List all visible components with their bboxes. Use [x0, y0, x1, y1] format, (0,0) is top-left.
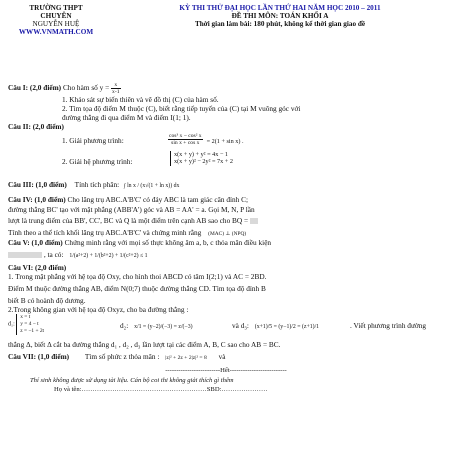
q6-d2: [120, 321, 193, 330]
school-line-1: TRƯỜNG THPT: [29, 4, 83, 12]
q6-line1: 1. Trong mặt phẳng với hệ tọa độ Oxy, cho hình thoi ABCD có tâm I(2;1) và AC = 2BD.: [8, 272, 267, 281]
q7-tail: và: [218, 352, 226, 361]
q1-text: Cho hàm số y =: [62, 83, 110, 93]
q6-d1-eq1: x = t: [20, 314, 31, 320]
q3-line: [8, 180, 179, 189]
q5-line1: [8, 238, 271, 247]
q6-d3-eq: (x+1)/5 = (y−1)/2 = (z+1)/1: [254, 324, 320, 330]
q1-fraction: [111, 82, 120, 95]
q2-sys-eq2: x(x + y)² − 2y² = 7x + 2: [174, 158, 233, 166]
q2-item1: 1. Giải phương trình:: [62, 136, 124, 145]
exam-title: KỲ THI THỬ ĐẠI HỌC LẦN THỨ HAI NĂM HỌC 2010 – 2011: [179, 4, 381, 12]
q6-line-d1: [8, 314, 44, 335]
q1-label: Câu I: (2,0 điểm): [8, 83, 62, 93]
q2-eq1-rhs: = 2(1 + sin x) .: [206, 138, 244, 145]
q6-line6: thẳng Δ, biết Δ cắt ba đường thẳng d₁ , d₂ , d₃ lần lượt tại các điểm A, B, C sao cho AB = BC.: [8, 340, 281, 349]
q4-label: Câu IV: (1,0 điểm): [8, 195, 66, 204]
school-line-3: NGUYỄN HUỆ: [32, 20, 80, 28]
candidate-name-line: Họ và tên:…………………………………………………SBD:…………………: [54, 386, 268, 393]
school-header: [6, 4, 106, 36]
q7-equation: |z|² + 2z + 2|z|² = 8: [165, 355, 207, 361]
q4-line3: [8, 216, 258, 225]
q5-line2-text: , ta có:: [43, 250, 64, 259]
q6-line4: 2.Trong không gian với hệ tọa độ Oxyz, cho ba đường thẳng :: [8, 305, 189, 314]
q2-label: Câu II: (2,0 điểm): [8, 122, 64, 131]
q7-line: [8, 352, 225, 361]
q5-label: Câu V: (1,0 điểm): [8, 238, 63, 247]
q6-d1-label: d₁:: [8, 321, 15, 328]
q4-line1: [8, 195, 248, 204]
q2-eq1-den: sin x + cos x: [171, 139, 200, 146]
end-marker: -------------------------Hết--------------------------: [165, 367, 287, 374]
website-link[interactable]: WWW.VNMATH.COM: [18, 28, 94, 36]
q2-eq1-num: cos³ x − cos² x: [169, 132, 202, 139]
q4-line3-text: lượt là trung điểm của BB', CC', BC và Q là một điểm trên cạnh AB sao cho BQ =: [8, 216, 249, 225]
q4-line4-text: Tính theo a thể tích khối lăng trụ ABC.A'B'C' và chứng minh rằng: [8, 228, 202, 237]
q6-d2-eq: x/1 = (y−2)/(−3) = z/(−3): [134, 324, 193, 330]
q6-d1-eq2: y = 4 − t: [20, 321, 39, 327]
q5-line2: [8, 250, 148, 259]
footer-note: Thí sinh không được sử dụng tài liệu. Cán bộ coi thi không giải thích gì thêm: [30, 377, 234, 384]
q5-condition-placeholder: [8, 252, 42, 258]
q6-d3-label: và d₃:: [232, 321, 249, 330]
q6-label: Câu VI: (2,0 điểm): [8, 263, 67, 272]
q1-line: [8, 82, 121, 95]
q6-line5-tail: . Viết phương trình đường: [350, 321, 427, 330]
exam-header: [112, 4, 448, 28]
school-line-2: CHUYÊN: [40, 12, 72, 20]
q4-line1-text: Cho lăng trụ ABC.A'B'C' có đáy ABC là tam giác cân đỉnh C;: [67, 195, 249, 204]
q6-d2-label: d₂:: [120, 321, 129, 330]
q5-inequality: 1/(a²+2) + 1/(b²+2) + 1/(c²+2) ≤ 1: [69, 253, 148, 259]
q6-d3: [232, 321, 319, 330]
q4-line4-tail: (MAC) ⊥ (NPQ): [208, 231, 247, 237]
exam-subject: ĐỀ THI MÔN: TOÁN KHỐI A: [231, 12, 329, 20]
q6-line2: Điểm M thuộc đường thẳng AB, điểm N(0;7) thuộc đường thẳng CD. Tìm tọa độ đỉnh B: [8, 284, 266, 293]
exam-duration: Thời gian làm bài: 180 phút, không kể thời gian giao đề: [194, 20, 366, 28]
q7-text: Tìm số phức z thỏa mãn :: [84, 352, 160, 361]
q3-integral: ∫ ln x / (x√(1 + ln x)) dx: [124, 183, 180, 189]
q1-frac-num: x: [111, 82, 120, 89]
q5-line1-text: Chứng minh rằng với mọi số thực không âm a, b, c thỏa mãn điều kiện: [64, 238, 272, 247]
q6-d1-brace: [16, 314, 44, 335]
q4-line4: [8, 228, 246, 237]
q3-text: Tính tích phân:: [74, 180, 120, 189]
q1-frac-den: x-1: [112, 89, 120, 95]
q4-bq-fraction-placeholder: [250, 218, 258, 224]
q4-line2: đường thẳng BC' tạo với mặt phẳng (ABB'A') góc và AB = AA' = a. Gọi M, N, P lần: [8, 205, 255, 214]
q2-item2: 2. Giải hệ phương trình:: [62, 157, 133, 166]
q3-label: Câu III: (1,0 điểm): [8, 180, 67, 189]
q1-item2a: 2. Tìm tọa độ điểm M thuộc (C), biết rằng tiếp tuyến của (C) tại M vuông góc với: [62, 104, 301, 113]
q6-d1-eq3: z = −1 + 2t: [20, 328, 45, 334]
q2-system-brace: [170, 151, 233, 166]
q6-line3: biết B có hoành độ dương.: [8, 296, 86, 305]
q7-label: Câu VII: (1,0 điểm): [8, 352, 70, 361]
q2-system: [170, 149, 233, 167]
q1-item1: 1. Khảo sát sự biến thiên và vẽ đồ thị (C) của hàm số.: [62, 95, 219, 104]
q1-item2b: đường thẳng đi qua điểm M và điểm I(1; 1).: [62, 113, 191, 122]
q2-eq1-fraction: [168, 133, 203, 146]
q2-eq1: [168, 130, 244, 148]
q2-sys-eq1: x(x + y) + y² = 4x − 1: [174, 150, 228, 158]
